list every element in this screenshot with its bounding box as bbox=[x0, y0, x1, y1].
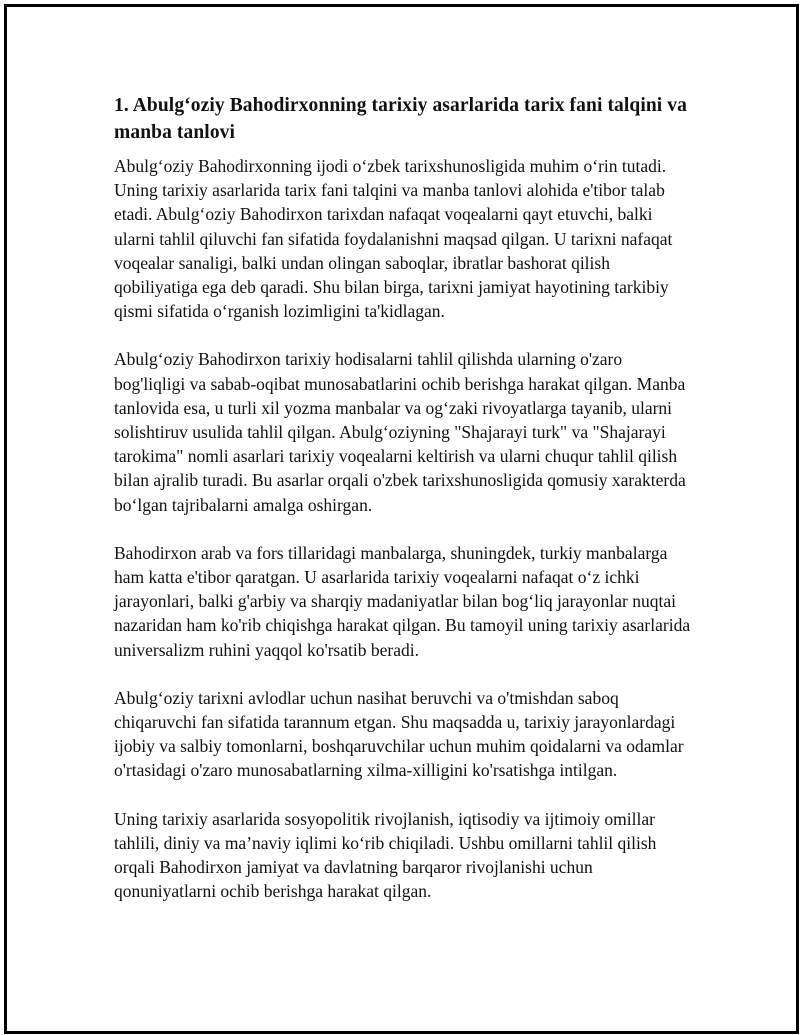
paragraph-1: Abulg‘oziy Bahodirxonning ijodi o‘zbek tarixshunosligida muhim o‘rin tutadi. Uning tarixiy asarlarida tarix fani talqini va manba tanlovi alohida e'tibor talab etadi. Abulg‘oziy Bahodirxon tarixdan nafaqat voqealarni qayt etuvchi, balki ularni tahlil qiluvchi fan sifatida foydalanishni maqsad qilgan. U tarixni nafaqat voqealar sanaligi, balki undan olingan saboqlar, ibratlar bashorat qilish qobiliyatiga ega deb qaradi. Shu bilan birga, tarixni jamiyat hayotining tarkibiy qismi sifatida o‘rganish lozimligini ta'kidlagan. bbox=[114, 156, 673, 322]
section-heading: 1. Abulg‘oziy Bahodirxonning tarixiy asarlarida tarix fani talqini va manba tanlovi bbox=[114, 95, 687, 143]
document-body bbox=[114, 92, 694, 927]
paragraph-3: Bahodirxon arab va fors tillaridagi manbalarga, shuningdek, turkiy manbalarga ham katta e'tibor qaratgan. U asarlarida tarixiy voqealarni nafaqat o‘z ichki jarayonlari, balki g'arbiy va sharqiy madaniyatlar bilan bog‘liq jarayonlar nuqtai nazaridan ham ko'rib chiqishga harakat qilgan. Bu tamoyil uning tarixiy asarlarida universalizm ruhini yaqqol ko'rsatib beradi. bbox=[114, 542, 691, 660]
paragraph-4: Abulg‘oziy tarixni avlodlar uchun nasihat beruvchi va o'tmishdan saboq chiqaruvchi fan sifatida tarannum etgan. Shu maqsadda u, tarixiy jarayonlardagi ijobiy va salbiy tomonlarni, boshqaruvchilar uchun muhim qoidalarni va odamlar o'rtasidagi o'zaro munosabatlarning xilma-xilligini ko'rsatishga intilgan. bbox=[114, 687, 684, 781]
paragraph-2: Abulg‘oziy Bahodirxon tarixiy hodisalarni tahlil qilishda ularning o'zaro bog'liqligi va sabab-oqibat munosabatlarini ochib berishga harakat qilgan. Manba tanlovida esa, u turli xil yozma manbalar va og‘zaki rivoyatlarga tayanib, ularni solishtiruv usulida tahlil qilgan. Abulg‘oziyning "Shajarayi turk" va "Shajarayi tarokima" nomli asarlari tarixiy voqealarni keltirish va ularni chuqur tahlil qilish bilan ajralib turadi. Bu asarlar orqali o'zbek tarixshunosligida qomusiy xarakterda bo‘lgan tajribalarni amalga oshirgan. bbox=[114, 349, 686, 515]
paragraph-5: Uning tarixiy asarlarida sosyopolitik rivojlanish, iqtisodiy va ijtimoiy omillar tahlili, diniy va ma’naviy iqlimi ko‘rib chiqiladi. Ushbu omillarni tahlil qilish orqali Bahodirxon jamiyat va davlatning barqaror rivojlanishi uchun qonuniyatlarni ochib berishga harakat qilgan. bbox=[114, 808, 657, 902]
